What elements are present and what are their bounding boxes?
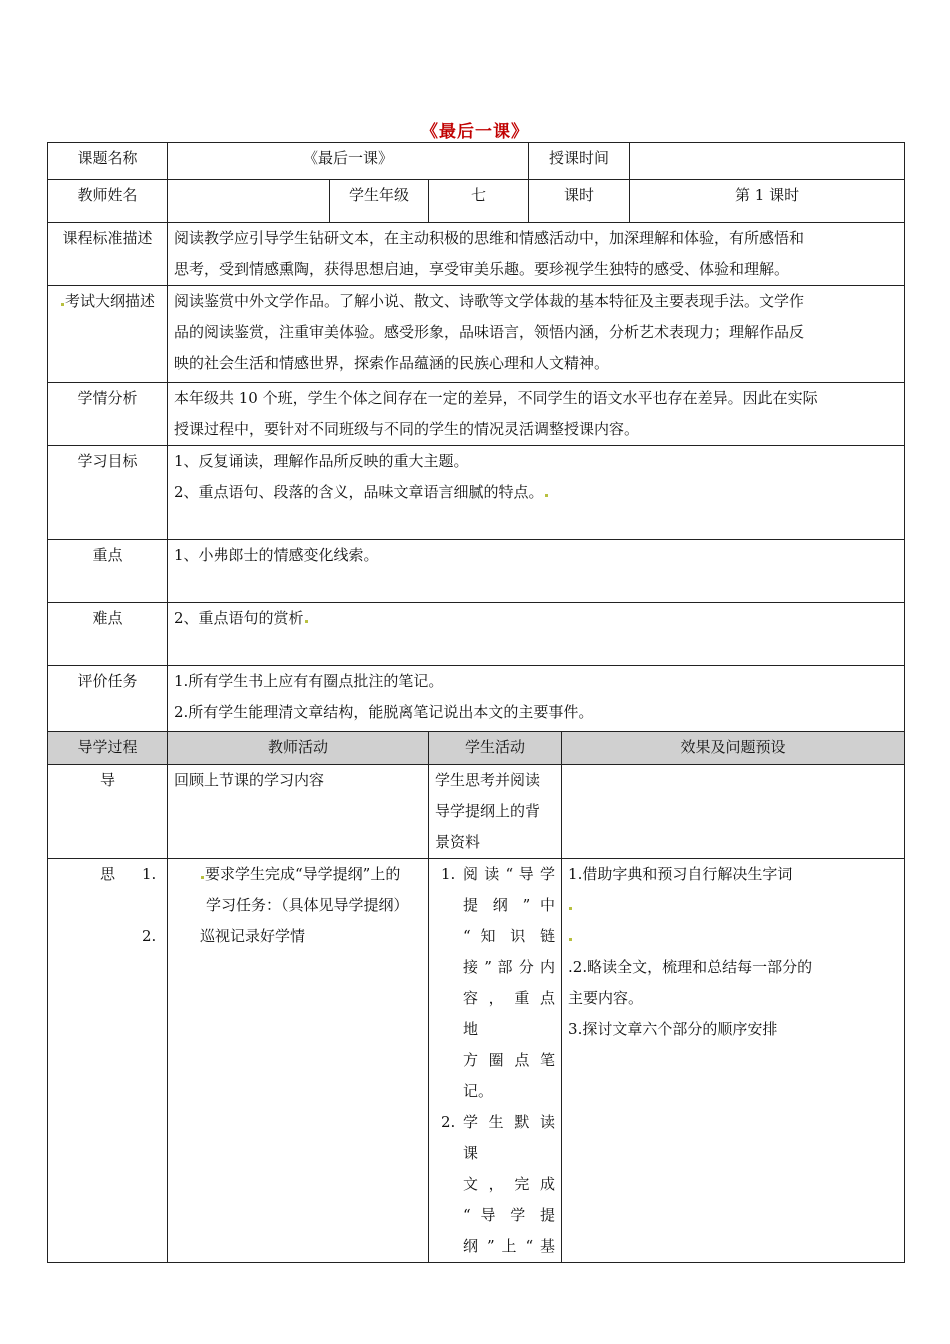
si-student-item: [435, 1107, 555, 1262]
process-header-stage: 导学过程: [48, 732, 168, 765]
si-student-item-line: 方 圈 点 笔: [463, 1051, 556, 1069]
focus-label: 重点: [48, 540, 168, 603]
si-student-item-line: 容 ， 重 点 地: [463, 989, 556, 1038]
process-header-student: 学生活动: [429, 732, 562, 765]
stage-dao: 导: [48, 765, 168, 859]
si-student-item-line: 学 生 默 读 课: [463, 1113, 556, 1162]
teacher-row: [48, 180, 905, 223]
scan-mark: [569, 938, 572, 941]
analysis-line: 本年级共 10 个班，学生个体之间存在一定的差异，不同学生的语文水平也存在差异。因此在实际: [174, 389, 818, 407]
difficulty-text: 2、重点语句的赏析: [174, 609, 304, 627]
exam-line: 品的阅读鉴赏，注重审美体验。感受形象，品味语言，领悟内涵，分析艺术表现力；理解作品反: [174, 323, 805, 341]
focus-text: 1、小弗郎士的情感变化线索。: [168, 540, 905, 603]
focus-row: [48, 540, 905, 603]
si-effect-line: 主要内容。: [568, 989, 644, 1007]
si-student-item-line: 阅 读 “ 导 学: [463, 865, 556, 883]
process-header-teacher: 教师活动: [168, 732, 429, 765]
goals-line: [174, 477, 898, 508]
scan-mark: [305, 620, 308, 623]
standards-text: [168, 223, 905, 286]
exam-line: 阅读鉴赏中外文学作品。了解小说、散文、诗歌等文学体裁的基本特征及主要表现手法。文学作: [174, 292, 805, 310]
si-student-item-line: 记。: [463, 1082, 494, 1100]
stage-si: 思: [48, 859, 168, 1263]
scan-mark: [569, 907, 572, 910]
teacher-label: 教师姓名: [48, 180, 168, 223]
si-student-activity: [429, 859, 562, 1263]
lesson-plan-table: [47, 142, 905, 1263]
period-label: 课时: [529, 180, 630, 223]
exam-row: [48, 286, 905, 383]
scan-mark: [201, 876, 204, 879]
evaluation-row: [48, 666, 905, 732]
evaluation-line: 1.所有学生书上应有有圈点批注的笔记。: [174, 672, 444, 690]
process-row-dao: [48, 765, 905, 859]
difficulty-text-cell: [168, 603, 905, 666]
course-name-label: 课题名称: [48, 143, 168, 180]
si-teacher-item: [142, 921, 422, 952]
exam-text: [168, 286, 905, 383]
si-effect-line: 1.借助字典和预习自行解决生字词: [568, 865, 793, 883]
si-teacher-item: [142, 859, 422, 921]
goals-row: [48, 446, 905, 540]
dao-student-line: 学生思考并阅读: [435, 771, 541, 789]
evaluation-line: 2.所有学生能理清文章结构，能脱离笔记说出本文的主要事件。: [174, 703, 594, 721]
standards-label: 课程标准描述: [48, 223, 168, 286]
si-student-item-line: 文 ， 完 成: [463, 1175, 556, 1193]
si-student-item-number: 2.: [441, 1113, 456, 1131]
analysis-text: [168, 383, 905, 446]
difficulty-label: 难点: [48, 603, 168, 666]
si-teacher-item-line: 学习任务：（具体见导学提纲）: [206, 896, 409, 914]
goals-line-text: 2、重点语句、段落的含义，品味文章语言细腻的特点。: [174, 483, 544, 501]
goals-line: 1、反复诵读，理解作品所反映的重大主题。: [174, 452, 469, 470]
dao-student-line: 导学提纲上的背: [435, 802, 541, 820]
course-name-value: 《最后一课》: [168, 143, 529, 180]
grade-value: 七: [429, 180, 529, 223]
standards-row: [48, 223, 905, 286]
si-student-item-number: 1.: [441, 865, 456, 883]
analysis-row: [48, 383, 905, 446]
teacher-value: [168, 180, 330, 223]
si-effect-line: .2.略读全文，梳理和总结每一部分的: [568, 958, 813, 976]
analysis-label: 学情分析: [48, 383, 168, 446]
period-value: 第 1 课时: [630, 180, 905, 223]
evaluation-text: [168, 666, 905, 732]
scan-mark: [545, 494, 548, 497]
dao-effect: [562, 765, 905, 859]
analysis-line: 授课过程中，要针对不同班级与不同的学生的情况灵活调整授课内容。: [174, 420, 640, 438]
time-label: 授课时间: [529, 143, 630, 180]
si-effect-line: 3.探讨文章六个部分的顺序安排: [568, 1020, 778, 1038]
si-student-item-line: “ 导 学 提: [463, 1206, 556, 1224]
course-name-row: [48, 143, 905, 180]
dao-student-activity: [429, 765, 562, 859]
si-effect-line: [568, 921, 898, 952]
time-value: [630, 143, 905, 180]
scan-mark: [61, 303, 64, 306]
exam-label: 考试大纲描述: [64, 292, 155, 310]
si-student-item-line: 接 ” 部 分 内: [463, 958, 556, 976]
goals-text: [168, 446, 905, 540]
si-teacher-item-number: 2.: [142, 927, 157, 945]
standards-line: 思考，受到情感熏陶，获得思想启迪，享受审美乐趣。要珍视学生独特的感受、体验和理解。: [174, 260, 790, 278]
si-effect: [562, 859, 905, 1263]
exam-line: 映的社会生活和情感世界，探索作品蕴涵的民族心理和人文精神。: [174, 354, 610, 372]
si-teacher-activity: [142, 859, 429, 1263]
dao-student-line: 景资料: [435, 833, 481, 851]
process-header-row: [48, 732, 905, 765]
si-student-item-line: 提 纲 ” 中: [463, 896, 556, 914]
si-teacher-item-line: 巡视记录好学情: [200, 927, 306, 945]
grade-label: 学生年级: [330, 180, 429, 223]
si-student-item: [435, 859, 555, 1107]
process-row-si: [48, 859, 905, 1263]
si-teacher-item-number: 1.: [142, 865, 157, 883]
process-header-effect: 效果及问题预设: [562, 732, 905, 765]
si-student-item-line: “ 知 识 链: [463, 927, 556, 945]
document-title: 《最后一课》: [421, 122, 529, 142]
evaluation-label: 评价任务: [48, 666, 168, 732]
goals-label: 学习目标: [48, 446, 168, 540]
standards-line: 阅读教学应引导学生钻研文本，在主动积极的思维和情感活动中，加深理解和体验，有所感悟和: [174, 229, 805, 247]
difficulty-row: [48, 603, 905, 666]
si-teacher-item-line: 要求学生完成“导学提纲”上的: [205, 865, 401, 883]
si-student-item-line: 纲 ” 上 “ 基: [463, 1237, 556, 1255]
dao-teacher-activity: 回顾上节课的学习内容: [168, 765, 429, 859]
exam-label-cell: [48, 286, 168, 383]
si-effect-line: [568, 890, 898, 921]
